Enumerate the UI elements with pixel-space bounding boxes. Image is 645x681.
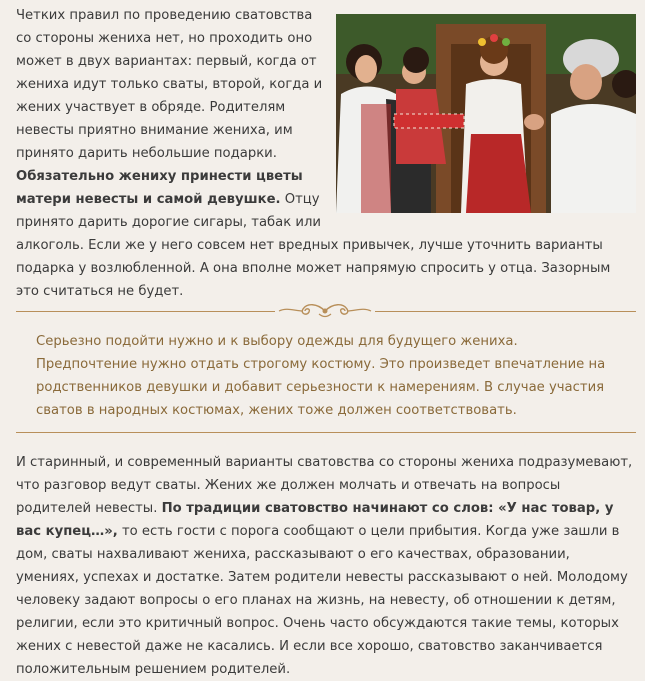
main-paragraph [16, 451, 636, 681]
main-text-1: И старинный, и современный варианты сватовства со стороны жениха подразумевают, что разговор ведут сваты. Жених же должен молчать и отвечать на вопросы родителей невесты. [16, 455, 633, 516]
intro-text-1: Четких правил по проведению сватовства со стороны жениха нет, но проходить оно может в двух вариантах: первый, когда от жениха идут только сваты, второй, когда и жених участвует в обряде. Родителям невесты приятно внимание жениха, им принято дарить небольшие подарки. [16, 8, 323, 161]
quote-paragraph: Серьезно подойти нужно и к выбору одежды для будущего жениха. Предпочтение нужно отдать строгому костюму. Это произведет впечатление на родственников девушки и добавит серьезности к намерениям. В случае участия сватов в народных костюмах, жених тоже должен соответствовать. [36, 334, 606, 418]
ornament-icon [275, 302, 375, 320]
main-text-2: то есть гости с порога сообщают о цели прибытия. Когда уже зашли в дом, сваты нахваливают жениха, рассказывают о его качествах, образовании, умениях, успехах и достатке. Затем родители невесты рассказывают о ней. Молодому человеку задают вопросы о его планах на жизнь, на невесту, об отношении к детям, религии, если это критичный вопрос. Очень часто обсуждаются такие темы, которых жених с невестой даже не касались. И если все хорошо, сватовство заканчивается положительным решением родителей. [16, 524, 628, 677]
bottom-divider [16, 432, 636, 433]
main-section [16, 451, 636, 681]
intro-bold-text: Обязательно жениху принести цветы матери невесты и самой девушке. [16, 169, 303, 207]
matchmaking-photo [336, 14, 636, 213]
intro-text-2: Отцу принято дарить дорогие сигары, табак или алкоголь. Если же у него совсем нет вредных привычек, лучше уточнить варианты подарка у возлюбленной. А она вполне может напрямую спросить у отца. Зазорным это считаться не будет. [16, 192, 611, 299]
main-bold-text: По традиции сватовство начинают со слов: «У нас товар, у вас купец…», [16, 501, 614, 539]
photo-illustration [336, 14, 636, 213]
intro-section [16, 4, 636, 303]
